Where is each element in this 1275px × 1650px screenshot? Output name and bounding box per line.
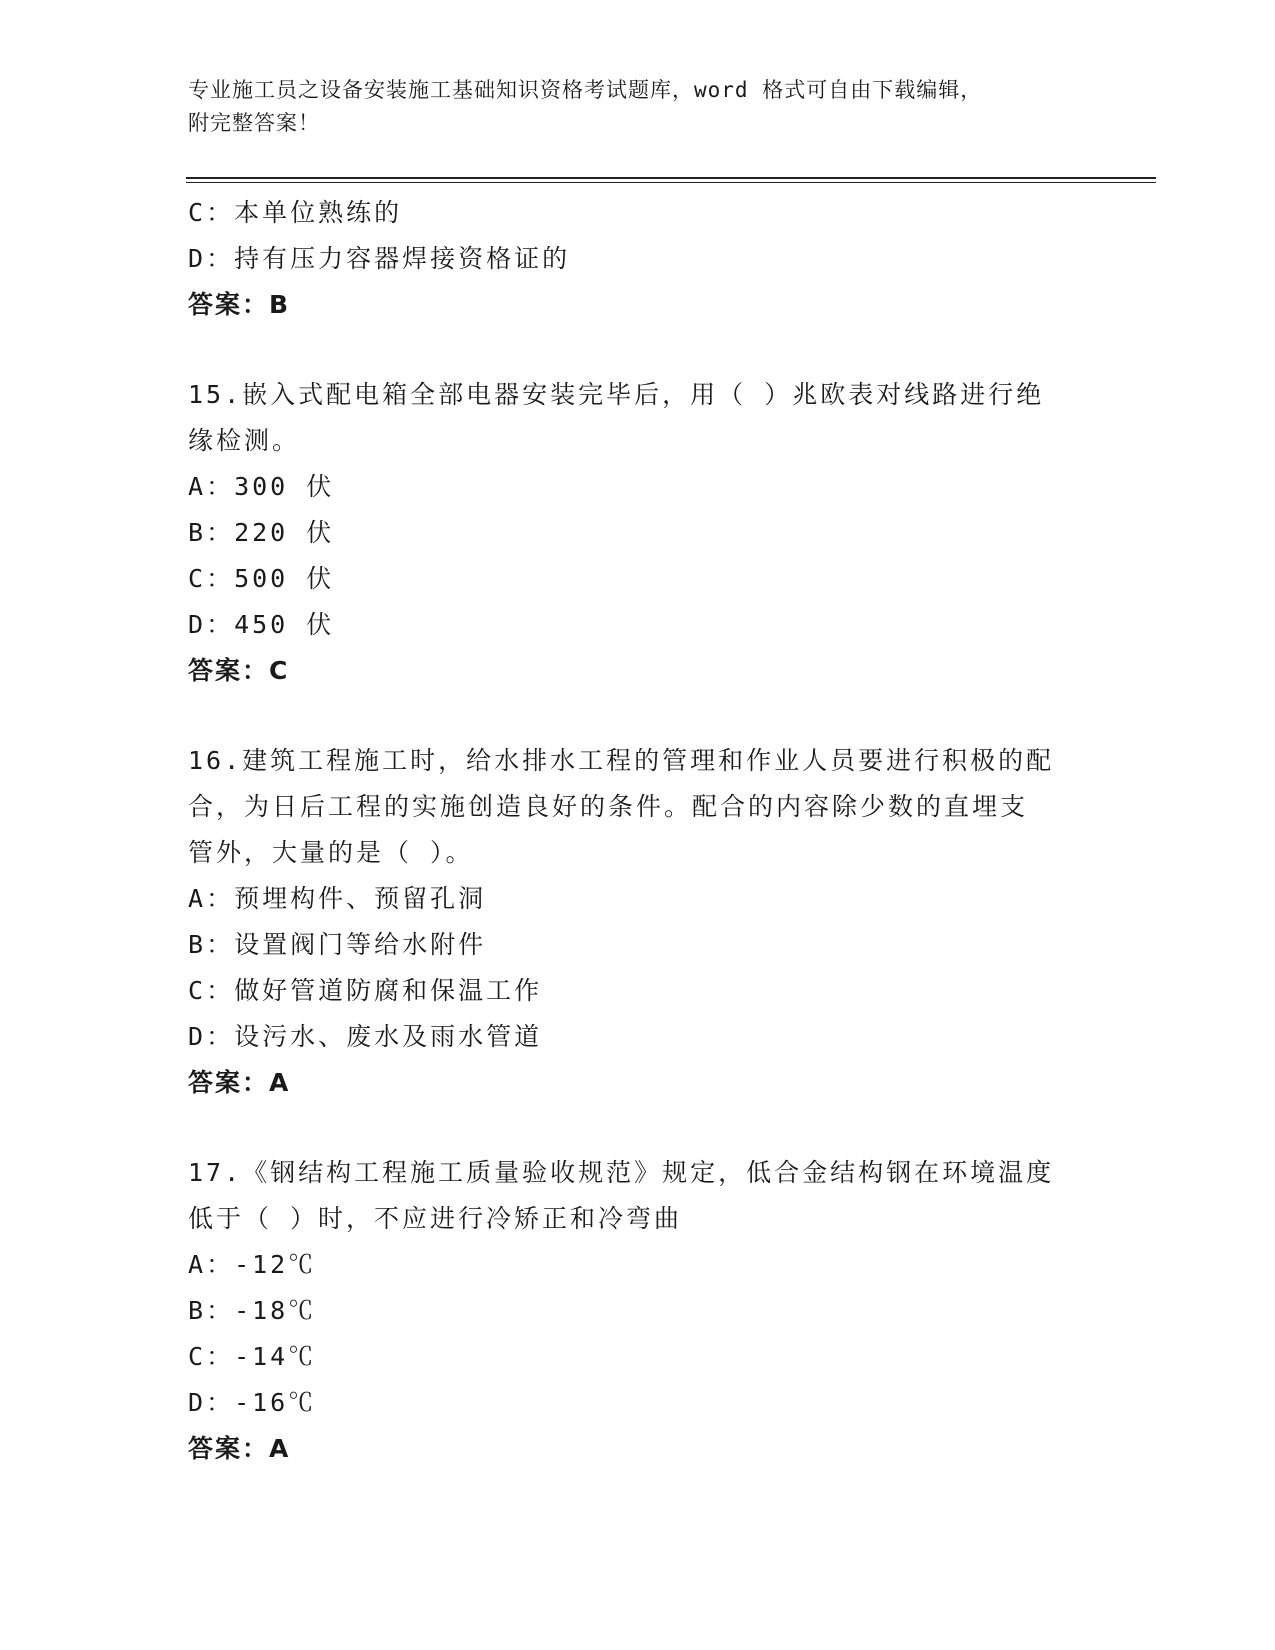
question-stem: 15.嵌入式配电箱全部电器安装完毕后，用（ ）兆欧表对线路进行绝 (188, 380, 1045, 409)
option-label: C (188, 1342, 207, 1371)
question-16 (188, 738, 1088, 1106)
option-a: A：300 伏 (188, 472, 335, 501)
question-stem-cont: 管外，大量的是（ ）。 (188, 838, 474, 867)
question-15 (188, 372, 1088, 694)
answer-line: 答案：A (188, 1068, 291, 1097)
answer-line: 答案：B (188, 290, 291, 319)
option-label: D (188, 1388, 207, 1417)
option-label: A (188, 884, 207, 913)
option-b: B：-18℃ (188, 1296, 317, 1325)
option-label: C (188, 976, 207, 1005)
option-text: -16℃ (234, 1388, 317, 1417)
option-label: C (188, 564, 207, 593)
option-label: A (188, 1250, 207, 1279)
option-label: B (188, 930, 207, 959)
option-text: 持有压力容器焊接资格证的 (234, 244, 571, 273)
option-b: B：220 伏 (188, 518, 335, 547)
option-c: C：-14℃ (188, 1342, 317, 1371)
option-label: B (188, 518, 207, 547)
option-label: B (188, 1296, 207, 1325)
option-text: 预埋构件、预留孔洞 (234, 884, 487, 913)
question-stem: 17.《钢结构工程施工质量验收规范》规定，低合金结构钢在环境温度 (188, 1158, 1055, 1187)
question-spacer (188, 1106, 1088, 1150)
document-header (188, 74, 1088, 140)
option-text: 220 伏 (234, 518, 335, 547)
option-text: 300 伏 (234, 472, 335, 501)
option-text: 500 伏 (234, 564, 335, 593)
option-text: 450 伏 (234, 610, 335, 639)
question-stem-cont: 低于（ ）时，不应进行冷矫正和冷弯曲 (188, 1204, 683, 1233)
option-label: D (188, 610, 207, 639)
question-stem: 16.建筑工程施工时，给水排水工程的管理和作业人员要进行积极的配 (188, 746, 1055, 775)
question-spacer (188, 694, 1088, 738)
option-d: D：持有压力容器焊接资格证的 (188, 244, 571, 273)
option-d: D：设污水、废水及雨水管道 (188, 1022, 543, 1051)
answer-line: 答案：C (188, 656, 290, 685)
option-a: A：预埋构件、预留孔洞 (188, 884, 487, 913)
header-line-2: 附完整答案！ (188, 111, 320, 135)
question-content (188, 190, 1088, 1472)
option-c: C：做好管道防腐和保温工作 (188, 976, 543, 1005)
option-text: -18℃ (234, 1296, 317, 1325)
question-stem-cont: 合，为日后工程的实施创造良好的条件。配合的内容除少数的直埋支 (188, 792, 1029, 821)
option-c: C：500 伏 (188, 564, 335, 593)
option-d: D：-16℃ (188, 1388, 317, 1417)
answer-line: 答案：A (188, 1434, 291, 1463)
option-text: -14℃ (234, 1342, 317, 1371)
option-text: 做好管道防腐和保温工作 (234, 976, 543, 1005)
option-c: C：本单位熟练的 (188, 198, 403, 227)
option-a: A：-12℃ (188, 1250, 317, 1279)
question-14 (188, 190, 1088, 328)
option-d: D：450 伏 (188, 610, 335, 639)
header-divider-thick (186, 177, 1156, 179)
option-label: C (188, 198, 207, 227)
option-label: A (188, 472, 207, 501)
header-divider-thin (186, 182, 1156, 183)
question-spacer (188, 328, 1088, 372)
option-text: 设污水、废水及雨水管道 (234, 1022, 543, 1051)
question-stem-cont: 缘检测。 (188, 426, 301, 455)
option-b: B：设置阀门等给水附件 (188, 930, 487, 959)
header-line-1: 专业施工员之设备安装施工基础知识资格考试题库，word 格式可自由下载编辑， (188, 78, 983, 102)
option-text: 设置阀门等给水附件 (234, 930, 487, 959)
option-label: D (188, 1022, 207, 1051)
option-text: 本单位熟练的 (234, 198, 403, 227)
option-label: D (188, 244, 207, 273)
question-17 (188, 1150, 1088, 1472)
option-text: -12℃ (234, 1250, 317, 1279)
